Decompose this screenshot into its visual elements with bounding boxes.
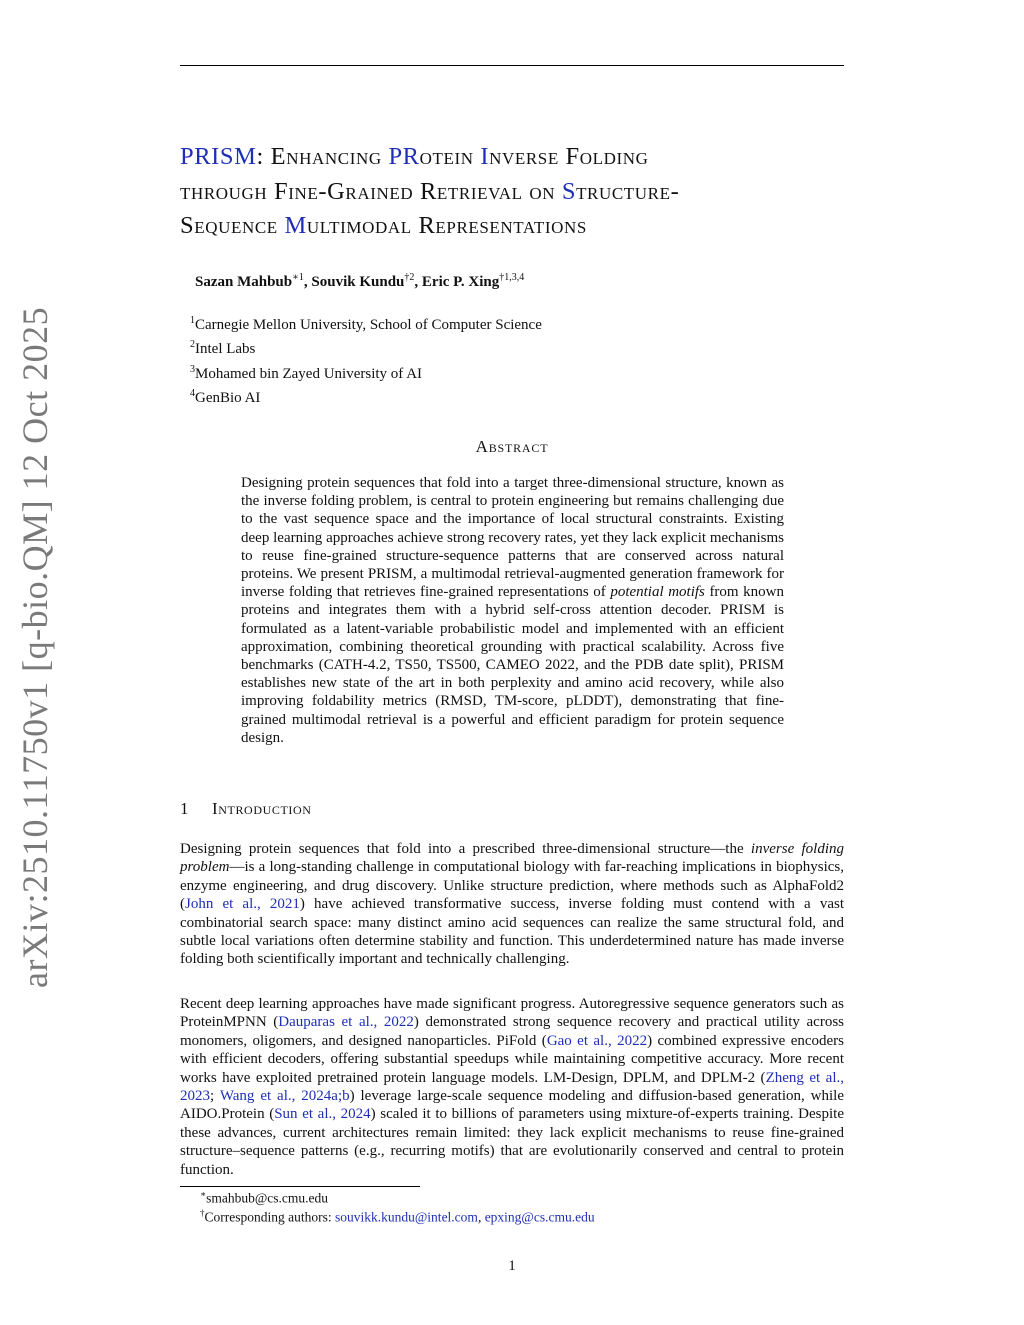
intro-paragraph-1 [180,840,844,969]
top-rule [180,65,844,66]
section-number: 1 [180,799,190,818]
paragraph-text: —is a long-standing challenge in computational biology with far-reaching implications in biophysics, enzyme engineering, and drug discovery. Unlike structure prediction, where methods such as AlphaFold2 ( [180,859,844,913]
paragraph-text: ) demonstrated strong sequence recovery and practical utility across monomers, oligomers, and designed nanoparticles. PiFold ( [180,1014,845,1049]
affiliation-number: 2 [190,339,195,351]
affiliation [190,384,542,408]
paragraph-text: ) scaled it to billions of parameters using mixture-of-experts training. Despite these advances, current architectures remain limited: they lack explicit mechanisms to reuse fine-grained structure–sequence patterns (e.g., recurring motifs) that are evolutionarily conserved and central to protein function. [180,1106,844,1178]
citation-link[interactable]: Wang et al., 2024a;b [219,1088,350,1105]
affiliation [190,360,542,384]
affiliation-text: GenBio AI [195,389,261,406]
section-title: Introduction [212,799,312,818]
title-text: through Fine-Grained Retrieval on [180,177,562,205]
citation-link[interactable]: Gao et al., 2022 [546,1032,648,1049]
abstract-text-part: from known proteins and integrates them with a hybrid self-cross attention decoder. PRISM is formulated as a latent-variable probabilistic model and implemented with an efficient approximation, combining theoretical grounding with practical scalability. Across five benchmarks (CATH-4.2, TS50, TS500, CAMEO 2022, and the PDB date split), PRISM establishes new state of the art in both perplexity and amino acid recovery, while also improving foldability metrics (RMSD, TM-score, pLDDT), demonstrating that fine-grained multimodal retrieval is a powerful and efficient paradigm for protein sequence design. [241,584,784,746]
title-acronym-letter: M [284,212,307,239]
paragraph-text: ) leverage large-scale sequence modeling and diffusion-based generation, while AIDO.Protein ( [180,1088,844,1123]
paragraph-emphasis: inverse folding problem [180,841,844,876]
paragraph-text: Designing protein sequences that fold into a prescribed three-dimensional structure—the [180,841,751,857]
citation-link[interactable]: Zheng et al., 2023 [180,1069,844,1105]
affiliation-number: 1 [190,315,195,326]
title-text: nverse Folding [489,143,649,170]
footnote-separator: , [477,1209,485,1225]
abstract-emphasis: potential motifs [610,584,705,601]
paragraph-text: Recent deep learning approaches have made significant progress. Autoregressive sequence generators such as ProteinMPNN ( [180,996,844,1031]
paragraph-text: ) combined expressive encoders with efficient decoders, offering substantial speedups while maintaining competitive accuracy. More recent works have exploited pretrained protein language models. LM-Design, DPLM, and DPLM-2 ( [180,1032,844,1086]
title-text: tructure- [576,177,680,205]
paragraph-text: ) have achieved transformative success, inverse folding must contend with a vast combinatorial search space: many distinct amino acid sequences can realize the same structural fold, and subtle local variations often determine stability and function. This underdetermined nature has made inverse folding both scientifically important and technically challenging. [180,896,844,968]
affiliation [190,335,542,359]
affiliations [190,311,542,408]
affiliation-number: 3 [190,363,195,375]
author-marker: †1,3,4 [499,272,525,283]
footnote-rule [180,1186,420,1187]
affiliation-text: Intel Labs [195,341,256,358]
footnote-1 [200,1189,328,1207]
title-prism: PRISM [180,143,257,170]
intro-paragraph-2 [180,995,844,1179]
title-acronym-letter: I [480,143,490,170]
affiliation-number: 4 [190,387,195,399]
title-line-1 [180,140,860,175]
affiliation-text: Mohamed bin Zayed University of AI [195,365,423,382]
citation-link[interactable]: Sun et al., 2024 [274,1106,371,1123]
abstract-heading: Abstract [475,437,549,456]
title-text: ultimodal Representations [306,212,587,239]
footnote-marker: ∗ [200,1189,207,1199]
email-link[interactable]: souvikk.kundu@intel.com [335,1209,478,1225]
title-text: Sequence [180,212,285,239]
footnote-marker: † [200,1208,205,1218]
footnote-text: smahbub@cs.cmu.edu [206,1190,329,1206]
title-line-2 [180,175,860,210]
arxiv-identifier: arXiv:2510.11750v1 [q-bio.QM] 12 Oct 2025 [15,306,55,988]
abstract-text-part: Designing protein sequences that fold into a target three-dimensional structure, known as the inverse folding problem, is central to protein engineering but remains challenging due to the vast sequence space and the importance of local structural constraints. Existing deep learning approaches achieve strong recovery rates, yet they lack explicit mechanisms to reuse fine-grained structure-sequence patterns that are conserved across natural proteins. We present PRISM, a multimodal retrieval-augmented generation framework for inverse folding that retrieves fine-grained representations of [241,475,784,601]
author-name: Souvik Kundu [311,274,405,290]
author-name: Eric P. Xing [421,274,500,290]
citation-link[interactable]: John et al., 2021 [185,896,300,913]
email-link[interactable]: epxing@cs.cmu.edu [484,1209,595,1225]
title-line-3 [180,209,860,244]
footnote-2 [200,1208,595,1226]
section-heading-introduction [180,799,312,819]
paper-title [180,140,860,244]
title-text: : Enhancing [256,143,389,170]
citation-link[interactable]: Dauparas et al., 2022 [278,1014,414,1031]
title-acronym-letter: PR [388,143,420,170]
author-name: Sazan Mahbub [195,274,293,290]
title-text: otein [419,143,481,170]
title-acronym-letter: S [561,177,577,205]
author-list: Sazan Mahbub$^{∗1}$, Souvik Kundu$^{\dagger 2}$, Eric P. Xing$^{\dagger 1,3,4}$ [195,272,525,290]
author-marker: ∗1 [292,272,304,283]
footnote-text: Corresponding authors: [204,1209,335,1225]
abstract-text [241,474,784,747]
affiliation-text: Carnegie Mellon University, School of Computer Science [195,317,542,333]
author-marker: †2 [404,272,415,283]
paragraph-text: ; [210,1088,220,1105]
affiliation [190,311,542,335]
page-number: 1 [508,1258,516,1274]
